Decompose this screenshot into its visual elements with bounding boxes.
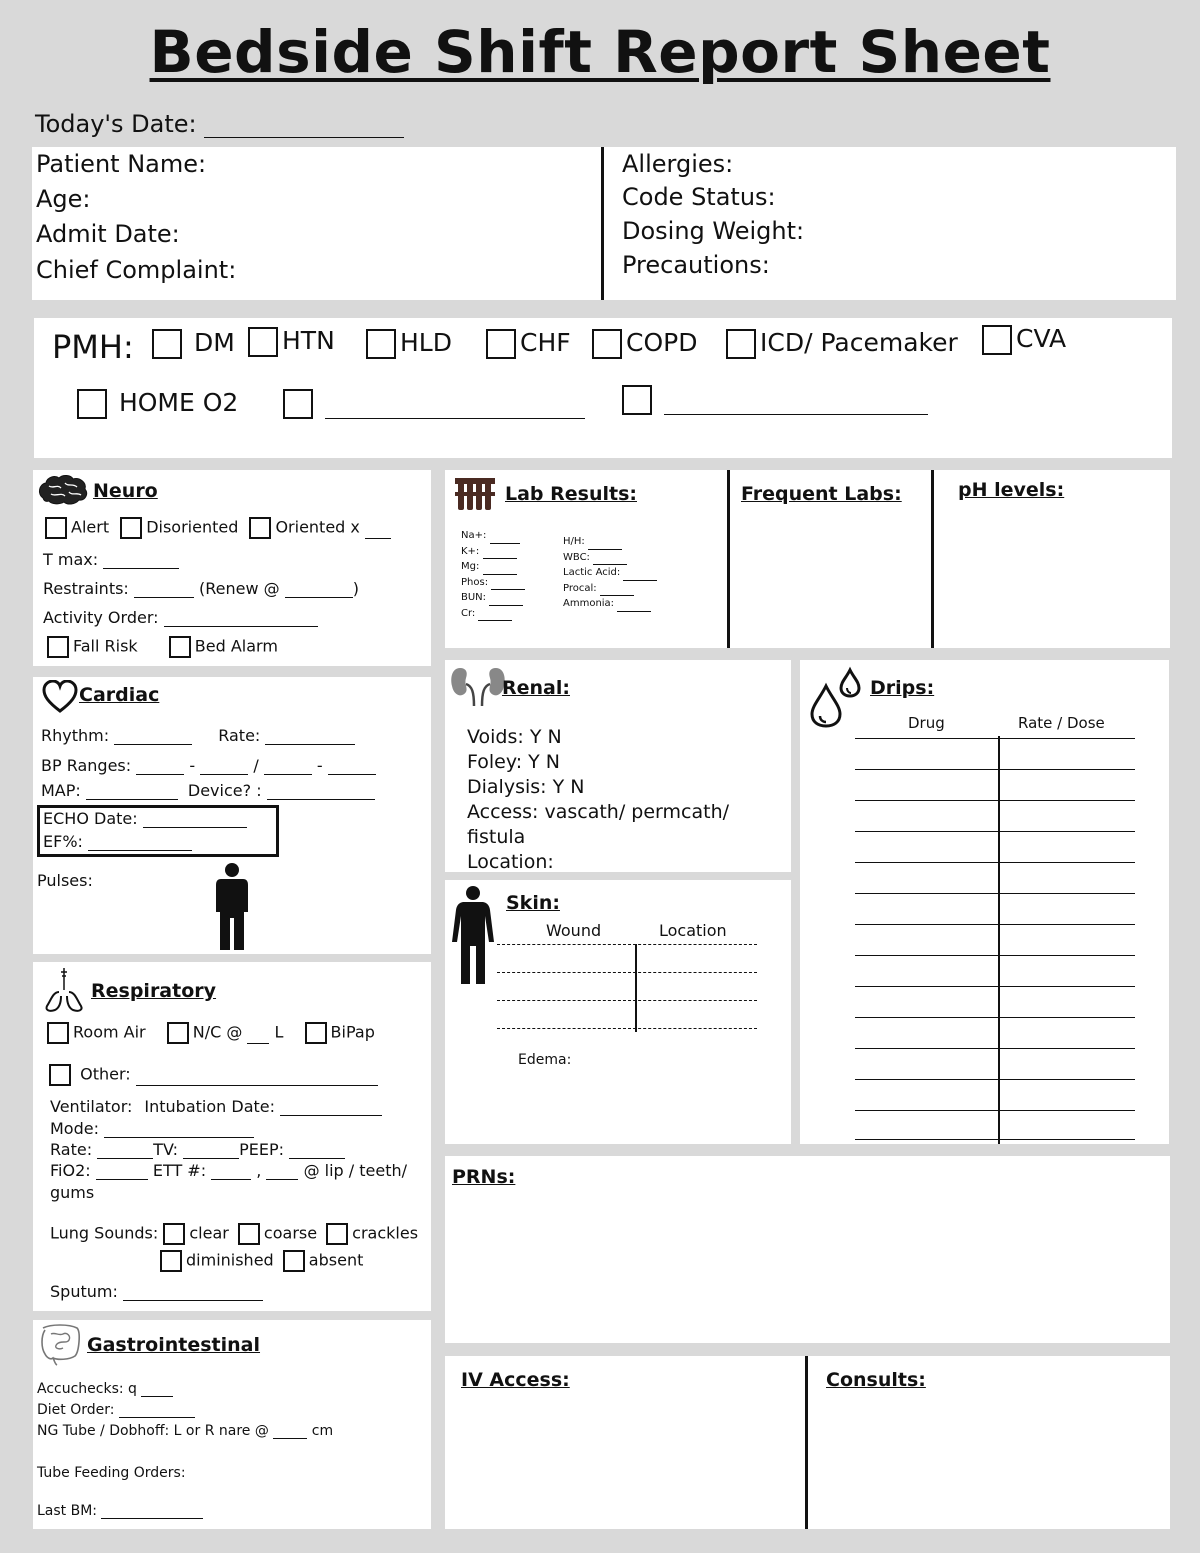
- pmh-other-1-field[interactable]: [325, 400, 585, 419]
- drops-icon: [808, 666, 862, 728]
- tv-field[interactable]: [183, 1144, 239, 1159]
- renal-voids: Voids: Y N: [467, 726, 562, 748]
- lip-label: @ lip / teeth/: [303, 1161, 408, 1180]
- lab-na-label: Na+:: [461, 530, 487, 541]
- drips-row-line: [855, 893, 1135, 894]
- restraints-row: [43, 579, 359, 598]
- test-tubes-icon: [454, 476, 496, 512]
- drips-row-line: [855, 955, 1135, 956]
- edema-label: Edema:: [518, 1052, 572, 1068]
- lab-k-label: K+:: [461, 545, 480, 557]
- drips-col-drug: Drug: [908, 714, 945, 732]
- lab-hh: [563, 534, 657, 550]
- skin-title: Skin:: [506, 892, 560, 914]
- activity-label: Activity Order:: [43, 608, 159, 627]
- lab-wbc-field[interactable]: [593, 556, 627, 565]
- o2-row: [47, 1022, 375, 1044]
- allergies-label: Allergies:: [622, 150, 734, 178]
- pmh-box: [34, 318, 1172, 458]
- gums-label: gums: [50, 1183, 95, 1202]
- prns-box: [445, 1156, 1170, 1343]
- pmh-home-o2-checkbox[interactable]: [77, 389, 107, 419]
- labs-divider-1: [727, 470, 730, 648]
- fio2-row: [50, 1161, 407, 1180]
- pmh-other-1: [283, 388, 585, 419]
- consults-title: Consults:: [826, 1369, 926, 1391]
- patient-divider: [601, 147, 604, 300]
- prns-title: PRNs:: [452, 1166, 516, 1188]
- last-bm-field[interactable]: [101, 1506, 203, 1519]
- lung-sounds-row: [50, 1223, 418, 1245]
- nc-label: N/C @: [192, 1022, 243, 1042]
- restraints-field[interactable]: [134, 583, 194, 598]
- ett-comma: ,: [256, 1161, 262, 1180]
- lab-wbc-label: WBC:: [563, 551, 590, 563]
- accuchecks-field[interactable]: [141, 1384, 173, 1397]
- drips-row-line: [855, 1079, 1135, 1080]
- last-bm-row: [37, 1503, 203, 1519]
- other-checkbox[interactable]: [49, 1064, 71, 1086]
- crackles-label: crackles: [352, 1223, 419, 1243]
- lab-cr-label: Cr:: [461, 607, 476, 619]
- lab-ammonia-field[interactable]: [617, 603, 651, 612]
- pmh-copd-checkbox[interactable]: [592, 329, 622, 359]
- lab-procal-label: Procal:: [563, 582, 597, 594]
- lab-k-field[interactable]: [483, 550, 517, 559]
- resp-rate-label: Rate:: [50, 1140, 93, 1159]
- ng-unit: cm: [311, 1423, 334, 1439]
- iv-consults-box: [445, 1356, 1170, 1529]
- rhythm-row: [41, 726, 355, 745]
- skin-col-wound: Wound: [546, 921, 602, 940]
- ng-label: NG Tube / Dobhoff: L or R nare @: [37, 1423, 269, 1439]
- kidneys-icon: [450, 666, 506, 706]
- mode-label: Mode:: [50, 1119, 99, 1138]
- disoriented-checkbox[interactable]: [120, 517, 142, 539]
- pmh-cva-label: CVA: [1016, 324, 1067, 353]
- accuchecks-row: [37, 1381, 173, 1397]
- pmh-other-2: [622, 384, 928, 415]
- oriented-checkbox[interactable]: [249, 517, 271, 539]
- absent-checkbox[interactable]: [283, 1250, 305, 1272]
- pmh-other-1-checkbox[interactable]: [283, 389, 313, 419]
- lab-mg: [461, 559, 525, 575]
- renew-close: ): [352, 579, 359, 598]
- drips-col-rate: Rate / Dose: [1018, 714, 1105, 732]
- fall-risk-label: Fall Risk: [73, 636, 138, 656]
- date-field[interactable]: [204, 136, 404, 138]
- bp-field-3[interactable]: [264, 760, 312, 775]
- labs-divider-2: [931, 470, 934, 648]
- lab-wbc: [563, 550, 657, 566]
- drips-row-line: [855, 986, 1135, 987]
- alert-checkbox[interactable]: [45, 517, 67, 539]
- device-label: Device? :: [187, 781, 262, 800]
- other-field[interactable]: [136, 1071, 378, 1086]
- sputum-row: [50, 1282, 263, 1301]
- renal-dialysis: Dialysis: Y N: [467, 776, 585, 798]
- pmh-htn: [248, 326, 335, 357]
- disoriented-label: Disoriented: [146, 517, 239, 537]
- lung-sounds-row-2: [160, 1250, 363, 1272]
- vent-label: Ventilator:: [50, 1097, 133, 1116]
- echo-label: ECHO Date:: [43, 809, 138, 828]
- lab-phos-label: Phos:: [461, 576, 489, 588]
- gi-title: Gastrointestinal: [87, 1334, 261, 1356]
- tmax-field[interactable]: [103, 554, 179, 569]
- tmax-label: T max:: [43, 550, 99, 569]
- drips-row-line: [855, 924, 1135, 925]
- absent-label: absent: [308, 1250, 364, 1270]
- drips-row-line: [855, 738, 1135, 739]
- renal-title: Renal:: [502, 677, 570, 699]
- pmh-other-2-checkbox[interactable]: [622, 385, 652, 415]
- cardiac-rate-field[interactable]: [265, 730, 355, 745]
- drips-row-line: [855, 800, 1135, 801]
- pmh-dm: [152, 328, 235, 359]
- resp-rate-field[interactable]: [97, 1144, 153, 1159]
- patient-name-label: Patient Name:: [36, 150, 207, 178]
- admit-date-label: Admit Date:: [36, 220, 180, 248]
- precautions-label: Precautions:: [622, 251, 770, 279]
- dosing-weight-label: Dosing Weight:: [622, 217, 805, 245]
- date-label: Today's Date:: [35, 110, 197, 138]
- lab-lactic-field[interactable]: [623, 572, 657, 581]
- age-label: Age:: [36, 185, 91, 213]
- renal-foley: Foley: Y N: [467, 751, 561, 773]
- bp-dash-2: -: [316, 756, 323, 775]
- activity-field[interactable]: [164, 612, 318, 627]
- sputum-label: Sputum:: [50, 1282, 118, 1301]
- coarse-checkbox[interactable]: [238, 1223, 260, 1245]
- pmh-htn-checkbox[interactable]: [248, 327, 278, 357]
- map-row: [41, 781, 375, 800]
- drips-row-line: [855, 1110, 1135, 1111]
- drips-table[interactable]: [855, 660, 1135, 1144]
- bed-alarm-checkbox[interactable]: [169, 636, 191, 658]
- code-status-label: Code Status:: [622, 183, 776, 211]
- pmh-chf-label: CHF: [520, 328, 571, 357]
- lab-lactic-label: Lactic Acid:: [563, 567, 621, 578]
- map-field[interactable]: [86, 785, 178, 800]
- nc-unit: L: [274, 1022, 284, 1042]
- diminished-checkbox[interactable]: [160, 1250, 182, 1272]
- renew-label: (Renew @: [199, 579, 280, 598]
- fio2-field[interactable]: [96, 1165, 148, 1180]
- rhythm-label: Rhythm:: [41, 726, 110, 745]
- other-row: [49, 1064, 378, 1086]
- pmh-other-2-field[interactable]: [664, 394, 928, 415]
- lab-mg-field[interactable]: [483, 566, 517, 575]
- mode-row: [50, 1119, 254, 1138]
- drips-row-line: [855, 1017, 1135, 1018]
- bipap-checkbox[interactable]: [305, 1022, 327, 1044]
- ph-levels-title: pH levels:: [958, 479, 1065, 501]
- page-title: Bedside Shift Report Sheet: [149, 18, 1051, 86]
- skin-col-location: Location: [659, 921, 727, 940]
- intubation-field[interactable]: [280, 1101, 382, 1116]
- pmh-cva-checkbox[interactable]: [982, 325, 1012, 355]
- drips-row-line: [855, 769, 1135, 770]
- skin-box: [445, 880, 791, 1144]
- renal-access: Access: vascath/ permcath/ fistula: [467, 801, 730, 848]
- body-outline-icon: [451, 884, 495, 988]
- body-silhouette-icon[interactable]: [213, 862, 251, 950]
- skin-row-line: [497, 1000, 757, 1001]
- echo-box: [37, 805, 279, 857]
- lab-hh-label: H/H:: [563, 536, 585, 547]
- nc-field[interactable]: [247, 1029, 269, 1044]
- respiratory-title: Respiratory: [91, 980, 217, 1002]
- pmh-dm-checkbox[interactable]: [152, 329, 182, 359]
- room-air-checkbox[interactable]: [47, 1022, 69, 1044]
- ett-field-2[interactable]: [266, 1165, 298, 1180]
- other-label: Other:: [80, 1064, 131, 1084]
- lab-mg-label: Mg:: [461, 561, 480, 572]
- device-field[interactable]: [267, 785, 375, 800]
- peep-field[interactable]: [289, 1144, 345, 1159]
- rhythm-field[interactable]: [114, 730, 192, 745]
- pmh-hld-checkbox[interactable]: [366, 329, 396, 359]
- ef-row: [43, 832, 192, 851]
- pmh-icd-label: ICD/ Pacemaker: [760, 328, 958, 357]
- lung-sounds-label: Lung Sounds:: [50, 1223, 159, 1243]
- tube-feeding-label: Tube Feeding Orders:: [37, 1465, 186, 1481]
- renal-box: [445, 660, 791, 872]
- crackles-checkbox[interactable]: [326, 1223, 348, 1245]
- accuchecks-label: Accuchecks: q: [37, 1381, 137, 1397]
- settings-row: [50, 1140, 345, 1159]
- clear-label: clear: [189, 1223, 229, 1243]
- pmh-cva: [982, 324, 1066, 355]
- intubation-label: Intubation Date:: [144, 1097, 276, 1116]
- lab-na: [461, 528, 525, 544]
- iv-consults-divider: [805, 1356, 808, 1529]
- renal-location: Location:: [467, 851, 554, 873]
- drips-row-line: [855, 831, 1135, 832]
- pulses-label: Pulses:: [37, 871, 93, 890]
- drips-box: [800, 660, 1169, 1144]
- lab-ammonia: [563, 596, 657, 612]
- pmh-home-o2-label: HOME O2: [118, 388, 239, 417]
- labs-left-list: [461, 528, 525, 621]
- lab-phos: [461, 575, 525, 591]
- cardiac-title: Cardiac: [79, 684, 160, 706]
- clear-checkbox[interactable]: [163, 1223, 185, 1245]
- lab-bun: [461, 590, 525, 606]
- lab-hh-field[interactable]: [588, 541, 622, 550]
- bp-field-4[interactable]: [328, 760, 376, 775]
- fio2-label: FiO2:: [50, 1161, 91, 1180]
- sputum-field[interactable]: [123, 1286, 263, 1301]
- respiratory-box: [33, 962, 431, 1311]
- tmax-row: [43, 550, 179, 569]
- skin-row-line: [497, 944, 757, 945]
- tv-label: TV:: [153, 1140, 178, 1159]
- bp-row: [41, 756, 376, 775]
- diminished-label: diminished: [186, 1250, 274, 1270]
- patient-info-box: [32, 147, 1176, 300]
- pmh-htn-label: HTN: [282, 326, 335, 355]
- oriented-label: Oriented x: [275, 517, 360, 537]
- drips-row-line: [855, 1139, 1135, 1140]
- bipap-label: BiPap: [330, 1022, 375, 1042]
- labs-right-list: [563, 534, 657, 612]
- frequent-labs-title: Frequent Labs:: [741, 483, 902, 505]
- lab-ammonia-label: Ammonia:: [563, 598, 615, 609]
- echo-field[interactable]: [143, 813, 247, 828]
- diet-label: Diet Order:: [37, 1402, 115, 1418]
- pmh-home-o2: [77, 388, 238, 419]
- neuro-title: Neuro: [93, 480, 158, 502]
- pmh-hld-label: HLD: [400, 328, 452, 357]
- pmh-copd: [592, 328, 697, 359]
- lab-na-field[interactable]: [490, 535, 520, 544]
- activity-row: [43, 608, 318, 627]
- pmh-chf-checkbox[interactable]: [486, 329, 516, 359]
- bp-slash: /: [253, 756, 259, 775]
- peep-label: PEEP:: [239, 1140, 284, 1159]
- lab-bun-label: BUN:: [461, 592, 487, 603]
- lab-cr: [461, 606, 525, 622]
- nc-checkbox[interactable]: [167, 1022, 189, 1044]
- lab-lactic: [563, 565, 657, 581]
- brain-icon: [37, 474, 89, 508]
- gi-box: [33, 1320, 431, 1529]
- pmh-label: PMH:: [52, 328, 134, 366]
- mode-field[interactable]: [104, 1123, 254, 1138]
- neuro-box: [33, 470, 431, 666]
- drips-title: Drips:: [870, 677, 935, 699]
- lab-results-title: Lab Results:: [505, 483, 637, 505]
- diet-row: [37, 1402, 195, 1418]
- cardiac-box: [33, 677, 431, 954]
- pmh-dm-label: DM: [193, 328, 235, 357]
- date-row: [35, 110, 404, 138]
- bp-field-2[interactable]: [200, 760, 248, 775]
- pmh-icd-checkbox[interactable]: [726, 329, 756, 359]
- bp-field-1[interactable]: [136, 760, 184, 775]
- oriented-field[interactable]: [365, 524, 391, 539]
- lungs-icon: [41, 966, 87, 1014]
- lab-bun-field[interactable]: [489, 597, 523, 606]
- skin-row-line: [497, 1028, 757, 1029]
- echo-row: [43, 809, 247, 828]
- intestines-icon: [37, 1322, 83, 1366]
- restraints-label: Restraints:: [43, 579, 129, 598]
- pmh-copd-label: COPD: [626, 328, 698, 357]
- neuro-orientation-row: [45, 517, 391, 539]
- chief-complaint-label: Chief Complaint:: [36, 256, 237, 284]
- ett-label: ETT #:: [152, 1161, 207, 1180]
- fall-risk-checkbox[interactable]: [47, 636, 69, 658]
- map-label: MAP:: [41, 781, 81, 800]
- renew-field[interactable]: [285, 583, 353, 598]
- coarse-label: coarse: [263, 1223, 318, 1243]
- iv-access-title: IV Access:: [461, 1369, 570, 1391]
- ng-row: [37, 1423, 333, 1439]
- bp-label: BP Ranges:: [41, 756, 132, 775]
- ng-field[interactable]: [273, 1426, 307, 1439]
- lab-phos-field[interactable]: [491, 581, 525, 590]
- drips-row-line: [855, 862, 1135, 863]
- lab-cr-field[interactable]: [478, 612, 512, 621]
- pmh-chf: [486, 328, 571, 359]
- ett-field-1[interactable]: [211, 1165, 251, 1180]
- renal-list: [467, 725, 791, 875]
- pmh-icd: [726, 328, 958, 359]
- alert-label: Alert: [71, 517, 110, 537]
- safety-row: [47, 636, 278, 658]
- skin-row-line: [497, 972, 757, 973]
- pmh-hld: [366, 328, 452, 359]
- cardiac-rate-label: Rate:: [218, 726, 261, 745]
- last-bm-label: Last BM:: [37, 1503, 98, 1519]
- skin-table[interactable]: [497, 880, 759, 1040]
- ef-field[interactable]: [88, 836, 192, 851]
- lab-k: [461, 544, 525, 560]
- drips-row-line: [855, 1048, 1135, 1049]
- room-air-label: Room Air: [73, 1022, 146, 1042]
- lab-procal: [563, 581, 657, 597]
- vent-row: [50, 1097, 382, 1116]
- labs-box: [445, 470, 1170, 648]
- ef-label: EF%:: [43, 832, 83, 851]
- lab-procal-field[interactable]: [600, 587, 634, 596]
- bp-dash-1: -: [189, 756, 196, 775]
- diet-field[interactable]: [119, 1405, 195, 1418]
- skin-col-divider: [635, 944, 637, 1032]
- heart-icon: [42, 680, 78, 714]
- bed-alarm-label: Bed Alarm: [194, 636, 278, 656]
